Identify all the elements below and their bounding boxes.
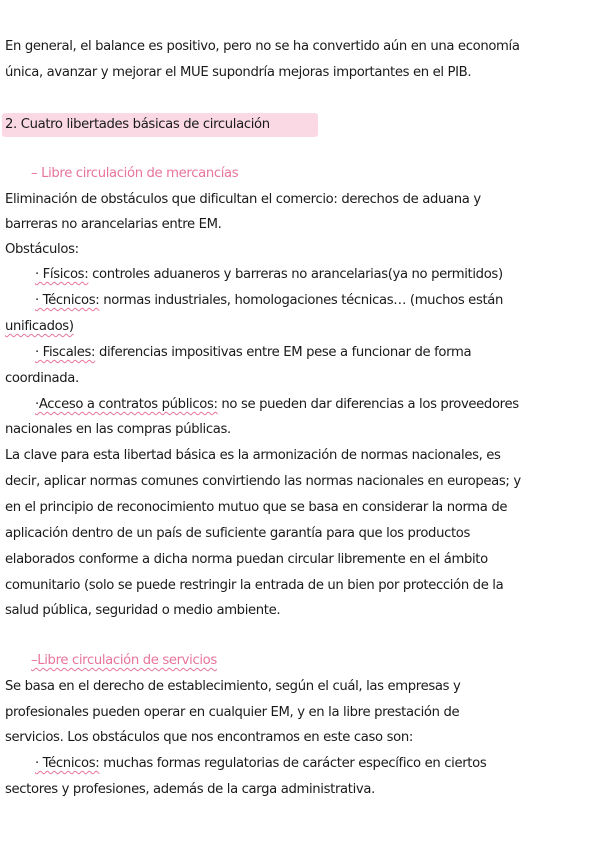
bullet-tecnicos-term: · Técnicos: (35, 293, 100, 308)
clave-line-6: comunitario (solo se puede restringir la entrada de un bien por protección de la (5, 578, 504, 593)
bullet-tecnicos (35, 292, 503, 310)
bullet-servicios-tecnicos-text: muchas formas regulatorias de carácter específico en ciertos (99, 756, 487, 771)
bullet-acceso-term: ·Acceso a contratos públicos: (35, 397, 218, 412)
servicios-line-3: servicios. Los obstáculos que nos encontramos en este caso son: (5, 730, 413, 745)
bullet-tecnicos-text: normas industriales, homologaciones técnicas… (muchos están (99, 293, 504, 308)
bullet-servicios-tecnicos-continuation: sectores y profesiones, además de la carga administrativa. (5, 782, 375, 797)
paragraph-intro-line-1: En general, el balance es positivo, pero no se ha convertido aún en una economía (5, 39, 520, 54)
bullet-fiscales-term: · Fiscales: (35, 345, 96, 360)
bullet-fisicos (35, 266, 503, 284)
clave-line-2: decir, aplicar normas comunes convirtiendo las normas nacionales en europeas; y (5, 474, 521, 489)
bullet-fisicos-text: controles aduaneros y barreras no arancelarias(ya no permitidos) (88, 267, 503, 282)
subheading-servicios (31, 652, 217, 670)
clave-line-7: salud pública, seguridad o medio ambiente. (5, 603, 281, 618)
section-heading: 2. Cuatro libertades básicas de circulación (5, 117, 270, 132)
servicios-line-2: profesionales pueden operar en cualquier EM, y en la libre prestación de (5, 705, 460, 720)
bullet-tecnicos-continuation (5, 318, 74, 336)
mercancias-line-2: barreras no arancelarias entre EM. (5, 217, 222, 232)
obstaculos-label: Obstáculos: (5, 242, 79, 257)
bullet-fiscales (35, 344, 471, 362)
bullet-servicios-tecnicos (35, 755, 486, 773)
bullet-acceso-text: no se pueden dar diferencias a los proveedores (217, 397, 519, 412)
paragraph-intro-line-2: única, avanzar y mejorar el MUE supondría mejoras importantes en el PIB. (5, 65, 472, 80)
bullet-fiscales-continuation: coordinada. (5, 371, 79, 386)
clave-line-4: aplicación dentro de un país de suficiente garantía para que los productos (5, 526, 471, 541)
mercancias-line-1: Eliminación de obstáculos que dificultan el comercio: derechos de aduana y (5, 192, 481, 207)
subheading-servicios-text: –Libre circulación de servicios (31, 653, 217, 668)
bullet-fiscales-text: diferencias impositivas entre EM pese a funcionar de forma (95, 345, 472, 360)
servicios-line-1: Se basa en el derecho de establecimiento, según el cuál, las empresas y (5, 679, 461, 694)
bullet-acceso (35, 396, 519, 414)
bullet-servicios-tecnicos-term: · Técnicos: (35, 756, 100, 771)
bullet-tecnicos-cont-text: unificados) (5, 319, 74, 334)
clave-line-5: elaborados conforme a dicha norma puedan circular libremente en el ámbito (5, 552, 488, 567)
bullet-fisicos-term: · Físicos: (35, 267, 89, 282)
clave-line-1: La clave para esta libertad básica es la armonización de normas nacionales, es (5, 448, 501, 463)
subheading-mercancias: – Libre circulación de mercancías (31, 166, 239, 181)
bullet-acceso-continuation: nacionales en las compras públicas. (5, 422, 231, 437)
clave-line-3: en el principio de reconocimiento mutuo que se basa en considerar la norma de (5, 500, 508, 515)
